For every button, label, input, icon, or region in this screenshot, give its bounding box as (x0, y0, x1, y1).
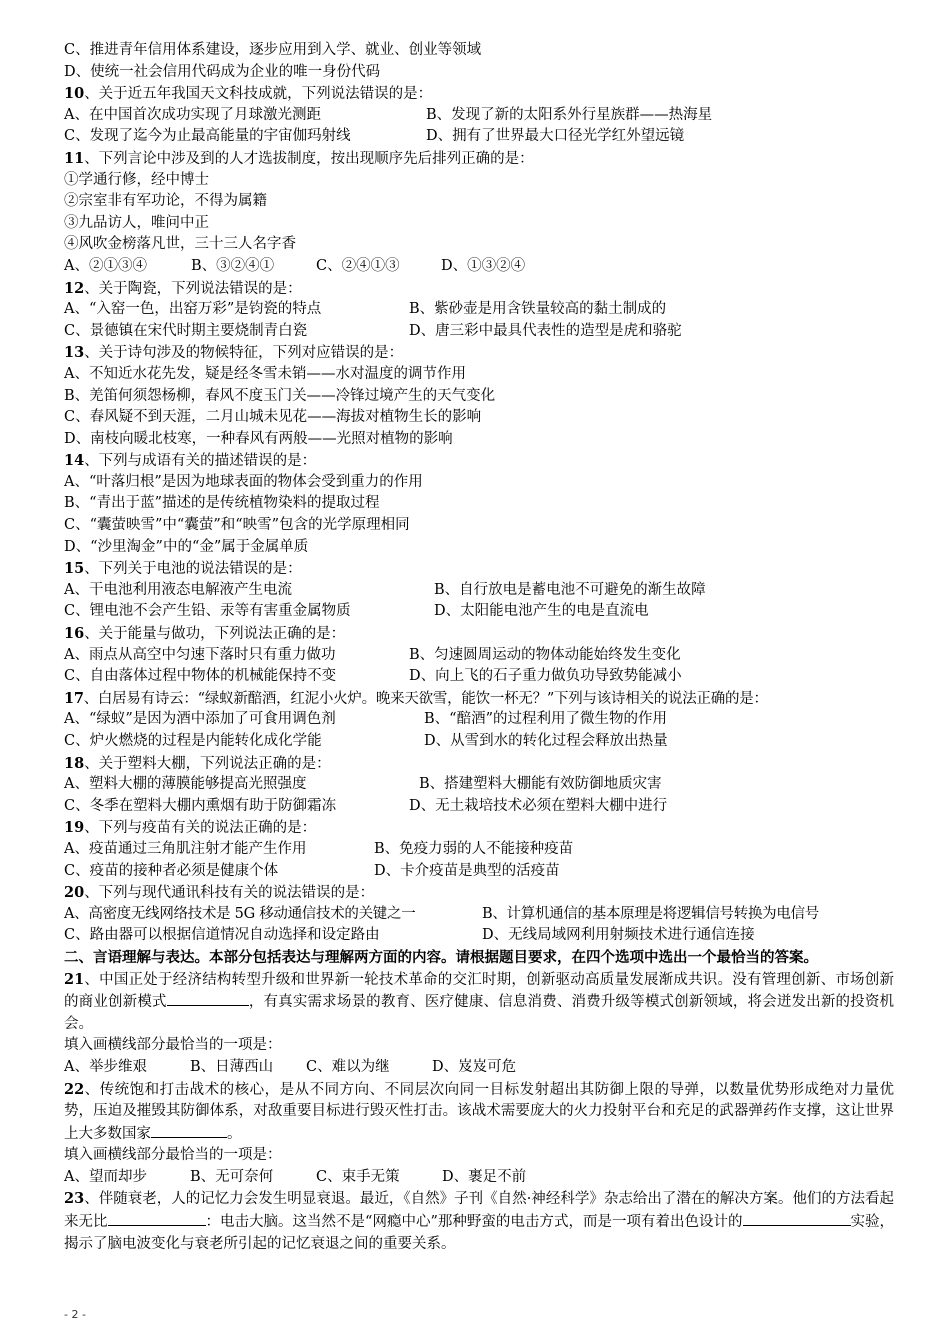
q20-options-cd (64, 925, 894, 947)
question-number: 17 (64, 689, 84, 707)
q15-options-ab (64, 580, 894, 602)
q21-prompt: 填入画横线部分最恰当的一项是： (64, 1037, 282, 1054)
q21-option-d: D、岌岌可危 (432, 1058, 517, 1075)
question-16-stem (64, 623, 894, 645)
q15-option-b: B、自行放电是蓄电池不可避免的渐生故障 (434, 581, 706, 598)
q17-options-cd (64, 731, 894, 753)
q12-options-ab (64, 299, 894, 321)
q20-option-d: D、无线局域网利用射频技术进行通信连接 (482, 927, 755, 944)
q16-options-cd (64, 666, 894, 688)
passage-part-3: 实验，揭示了脑电波变化与衰老所引起的记忆衰退之间的重要关系。 (64, 1214, 895, 1252)
q21-option-c: C、难以为继 (306, 1058, 390, 1075)
question-number: 18 (64, 754, 85, 772)
question-number: 13 (64, 344, 85, 362)
question-number: 16 (64, 625, 85, 643)
question-text: 、下列关于电池的说法错误的是： (84, 561, 302, 578)
q12-option-b: B、紫砂壶是用含铁量较高的黏土制成的 (409, 301, 667, 318)
q17-option-a: A、“绿蚁”是因为酒中添加了可食用调色剂 (64, 711, 336, 728)
q18-option-a: A、塑料大棚的薄膜能够提高光照强度 (64, 776, 307, 793)
q11-option-a: A、②①③④ (64, 257, 147, 274)
question-number: 20 (64, 884, 85, 902)
question-number: 22 (64, 1080, 85, 1098)
q20-options-ab (64, 904, 894, 926)
section-2-heading: 二、言语理解与表达。本部分包括表达与理解两方面的内容。请根据题目要求，在四个选项中选出一个最恰当的答案。 (64, 948, 818, 966)
question-text: 、下列与成语有关的描述错误的是： (84, 453, 317, 470)
q12-option-a: A、“入窑一色，出窑万彩”是钧瓷的特点 (64, 301, 322, 318)
question-text: 、关于塑料大棚，下列说法正确的是： (84, 755, 331, 772)
question-23-stem (64, 1188, 894, 1255)
question-17-stem (64, 688, 894, 710)
question-18-stem (64, 753, 894, 775)
fill-blank (108, 1211, 206, 1226)
q19-option-b: B、免疫力弱的人不能接种疫苗 (374, 840, 574, 857)
q15-options-cd (64, 601, 894, 623)
q10-option-c: C、发现了迄今为止最高能量的宇宙伽玛射线 (64, 128, 351, 145)
question-text: 、关于陶瓷，下列说法错误的是： (84, 280, 302, 297)
q20-option-b: B、计算机通信的基本原理是将逻辑信号转换为电信号 (482, 905, 819, 922)
question-14-stem (64, 450, 894, 472)
passage-part-1: 、中国正处于经济结构转型升级和世界新一轮技术革命的交汇时期，创新驱动高质量发展渐成共识。没有管理创新、市场创新的商业创新模式 (64, 971, 894, 1011)
question-text: 、关于近五年我国天文科技成就，下列说法错误的是： (84, 86, 433, 103)
question-number: 14 (64, 452, 85, 470)
q9-option-d: D、使统一社会信用代码成为企业的唯一身份代码 (64, 63, 381, 80)
q17-option-d: D、从雪到水的转化过程会释放出热量 (424, 733, 668, 749)
q19-option-a: A、疫苗通过三角肌注射才能产生作用 (64, 840, 307, 857)
passage-part-1: 、传统饱和打击战术的核心，是从不同方向、不同层次向同一目标发射超出其防御上限的导弹，以数量优势形成绝对力量优势，压迫及摧毁其防御体系，对敌重要目标进行毁灭性打击。该战术需要庞大的火力投射平台和充足的武器弹药作支撑，这让世界上大多数国家 (64, 1081, 894, 1142)
q18-options-ab (64, 774, 894, 796)
question-text: 、下列言论中涉及到的人才选拔制度，按出现顺序先后排列正确的是： (84, 150, 534, 167)
question-15-stem (64, 558, 894, 580)
question-number: 21 (64, 970, 85, 988)
q16-option-a: A、雨点从高空中匀速下落时只有重力做功 (64, 646, 336, 663)
question-13-stem (64, 342, 894, 364)
question-text: 、关于能量与做功，下列说法正确的是： (84, 626, 346, 643)
q14-option-d: D、“沙里淘金”中的“金”属于金属单质 (64, 538, 309, 555)
question-number: 23 (64, 1190, 85, 1208)
fill-blank (167, 991, 249, 1006)
question-text: 、关于诗句涉及的物候特征，下列对应错误的是： (84, 345, 404, 362)
q11-option-b: B、③②④① (191, 257, 275, 274)
q11-option-d: D、①③②④ (441, 257, 526, 274)
q14-option-b: B、“青出于蓝”描述的是传统植物染料的提取过程 (64, 495, 380, 512)
q20-option-a: A、高密度无线网络技术是 5G 移动通信技术的关键之一 (64, 905, 416, 922)
q10-option-d: D、拥有了世界最大口径光学红外望远镜 (426, 128, 685, 145)
q22-option-a: A、望而却步 (64, 1168, 147, 1185)
q22-option-b: B、无可奈何 (190, 1168, 274, 1185)
q15-option-a: A、干电池利用液态电解液产生电流 (64, 581, 292, 598)
q15-option-c: C、锂电池不会产生铅、汞等有害重金属物质 (64, 603, 351, 620)
q22-prompt: 填入画横线部分最恰当的一项是： (64, 1147, 282, 1164)
question-number: 15 (64, 560, 85, 578)
q17-option-c: C、炉火燃烧的过程是内能转化成化学能 (64, 733, 322, 749)
question-text: 、白居易有诗云：“绿蚁新醅酒，红泥小火炉。晚来天欲雪，能饮一杯无？”下列与该诗相关的说法正确的是： (83, 690, 768, 707)
q18-option-c: C、冬季在塑料大棚内熏烟有助于防御霜冻 (64, 797, 337, 814)
q10-option-a: A、在中国首次成功实现了月球激光测距 (64, 106, 321, 123)
page-number: - 2 - (64, 1308, 86, 1321)
question-number: 10 (64, 85, 85, 103)
q10-option-b: B、发现了新的太阳系外行星族群——热海星 (426, 106, 713, 123)
question-12-stem (64, 278, 894, 300)
q11-option-c: C、②④①③ (316, 257, 400, 274)
fill-blank (743, 1211, 851, 1226)
q21-option-b: B、日薄西山 (190, 1058, 274, 1075)
q13-option-c: C、春风疑不到天涯，二月山城未见花——海拔对植物生长的影响 (64, 409, 482, 426)
q9-option-c: C、推进青年信用体系建设，逐步应用到入学、就业、创业等领域 (64, 42, 482, 58)
passage-part-2: ：电击大脑。这当然不是“网瘾中心”那种野蛮的电击方式，而是一项有着出色设计的 (205, 1214, 743, 1231)
q16-option-b: B、匀速圆周运动的物体动能始终发生变化 (409, 646, 681, 663)
q11-item-4: ④风吹金榜落凡世，三十三人名字香 (64, 236, 296, 253)
passage-part-2: ，有真实需求场景的教育、医疗健康、信息消费、消费升级等模式创新领域，将会迸发出新的投资机会。 (64, 994, 895, 1032)
q11-item-2: ②宗室非有军功论，不得为属籍 (64, 193, 267, 210)
question-text: 、下列与疫苗有关的说法正确的是： (84, 820, 317, 837)
q13-option-d: D、南枝向暖北枝寒，一种春风有两般——光照对植物的影响 (64, 430, 453, 447)
q16-option-d: D、向上飞的石子重力做负功导致势能减小 (409, 668, 682, 685)
q11-item-3: ③九品访人，唯问中正 (64, 214, 209, 231)
question-21-stem (64, 969, 894, 1036)
q19-option-d: D、卡介疫苗是典型的活疫苗 (374, 862, 560, 879)
passage-part-1: 、伴随衰老，人的记忆力会发生明显衰退。最近，《自然》子刊《自然·神经科学》杂志给出了潜在的解决方案。他们的方法看起来无比 (64, 1191, 894, 1231)
q19-options-cd (64, 861, 894, 883)
q15-option-d: D、太阳能电池产生的电是直流电 (434, 603, 649, 620)
q21-option-a: A、举步维艰 (64, 1058, 147, 1075)
question-number: 19 (64, 819, 85, 837)
q18-option-d: D、无土栽培技术必须在塑料大棚中进行 (409, 797, 668, 814)
q16-options-ab (64, 645, 894, 667)
q22-options (64, 1167, 894, 1189)
question-10-stem (64, 83, 894, 105)
fill-blank (151, 1123, 227, 1138)
q11-options (64, 256, 894, 278)
q18-option-b: B、搭建塑料大棚能有效防御地质灾害 (419, 776, 662, 793)
q22-option-d: D、裹足不前 (442, 1168, 527, 1185)
q17-option-b: B、“醅酒”的过程利用了微生物的作用 (424, 711, 667, 728)
q12-options-cd (64, 321, 894, 343)
exam-page (64, 40, 894, 1255)
question-19-stem (64, 817, 894, 839)
q17-options-ab (64, 709, 894, 731)
q13-option-a: A、不知近水花先发，疑是经冬雪未销——水对温度的调节作用 (64, 365, 466, 382)
q10-options-cd (64, 126, 894, 148)
q10-options-ab (64, 105, 894, 127)
question-11-stem (64, 148, 894, 170)
q22-option-c: C、束手无策 (316, 1168, 400, 1185)
question-20-stem (64, 882, 894, 904)
question-number: 12 (64, 279, 85, 297)
q21-options (64, 1057, 894, 1079)
passage-part-2: 。 (227, 1125, 242, 1142)
q19-option-c: C、疫苗的接种者必须是健康个体 (64, 862, 279, 879)
q14-option-a: A、“叶落归根”是因为地球表面的物体会受到重力的作用 (64, 473, 423, 490)
question-text: 、下列与现代通讯科技有关的说法错误的是： (84, 885, 375, 902)
question-number: 11 (64, 149, 85, 167)
q12-option-c: C、景德镇在宋代时期主要烧制青白瓷 (64, 322, 308, 339)
q16-option-c: C、自由落体过程中物体的机械能保持不变 (64, 668, 337, 685)
q18-options-cd (64, 796, 894, 818)
question-22-stem (64, 1079, 894, 1146)
q12-option-d: D、唐三彩中最具代表性的造型是虎和骆驼 (409, 322, 682, 339)
q11-item-1: ①学通行修，经中博士 (64, 171, 209, 188)
q20-option-c: C、路由器可以根据信道情况自动选择和设定路由 (64, 927, 380, 944)
q14-option-c: C、“囊萤映雪”中“囊萤”和“映雪”包含的光学原理相同 (64, 517, 410, 534)
q19-options-ab (64, 839, 894, 861)
q13-option-b: B、羌笛何须怨杨柳，春风不度玉门关——冷锋过境产生的天气变化 (64, 387, 496, 404)
